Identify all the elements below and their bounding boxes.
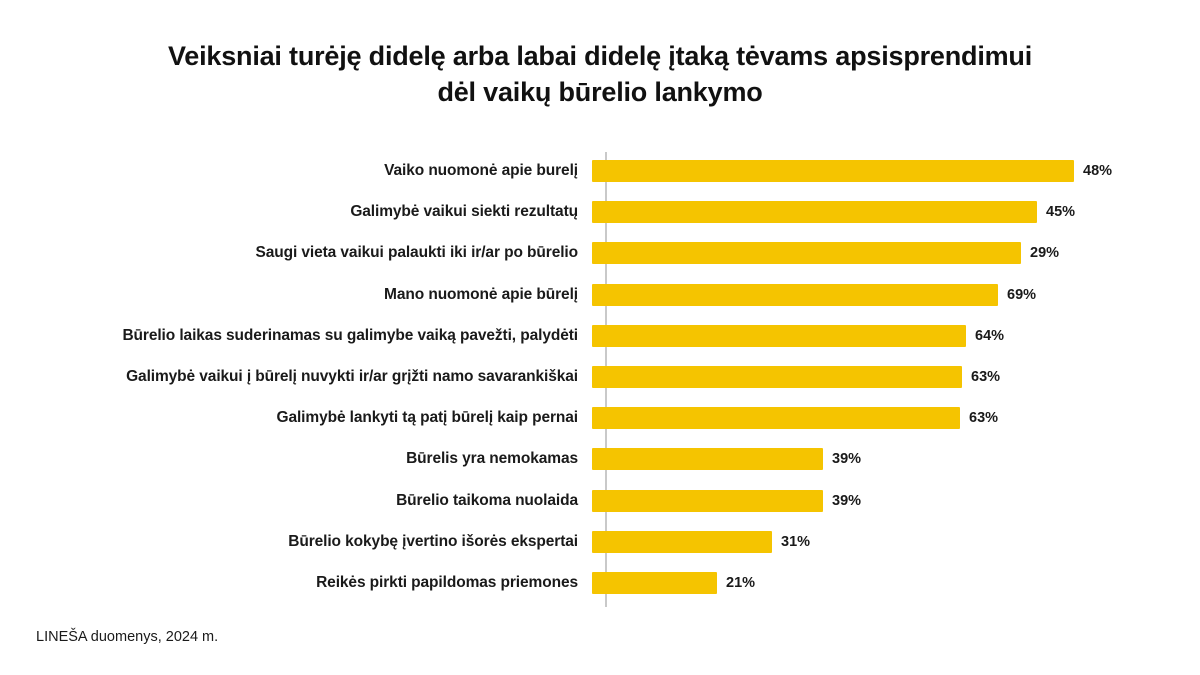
category-label: Galimybė vaikui į būrelį nuvykti ir/ar grįžti namo savarankiškai xyxy=(126,367,578,385)
bar-value-label: 64% xyxy=(975,327,1005,344)
bar-zone xyxy=(592,234,1200,272)
bar-zone xyxy=(592,276,1200,314)
table-row xyxy=(0,276,1200,314)
bar-value-label: 63% xyxy=(969,410,999,427)
bar-value-label: 63% xyxy=(971,368,1001,385)
table-row xyxy=(0,152,1200,190)
bar-zone xyxy=(592,482,1200,520)
category-label: Reikės pirkti papildomas priemones xyxy=(316,573,578,591)
bar xyxy=(592,407,960,429)
bar xyxy=(592,201,1037,223)
bar-value-label: 39% xyxy=(832,492,862,509)
plot-area xyxy=(0,152,1200,612)
bar-zone xyxy=(592,358,1200,396)
table-row xyxy=(0,523,1200,561)
category-label: Būrelio laikas suderinamas su galimybe vaiką pavežti, palydėti xyxy=(122,326,578,344)
table-row xyxy=(0,317,1200,355)
category-label: Saugi vieta vaikui palaukti iki ir/ar po būrelio xyxy=(255,244,578,262)
bar-value-label: 48% xyxy=(1083,163,1113,179)
page-title: Veiksniai turėję didelę arba labai didelę įtaką tėvams apsisprendimui dėl vaikų būrelio lankymo xyxy=(167,41,1033,108)
bar xyxy=(592,160,1074,182)
table-row xyxy=(0,193,1200,231)
table-row xyxy=(0,358,1200,396)
category-label: Galimybė lankyti tą patį būrelį kaip pernai xyxy=(276,409,578,427)
bar-zone xyxy=(592,317,1200,355)
bar-value-label: 31% xyxy=(781,533,811,550)
bar-value-label: 45% xyxy=(1046,204,1076,221)
bar xyxy=(592,490,823,512)
category-label: Būrelio taikoma nuolaida xyxy=(396,491,578,509)
category-label: Būrelis yra nemokamas xyxy=(406,450,578,468)
bar-zone xyxy=(592,564,1200,602)
bar xyxy=(592,284,998,306)
bar xyxy=(592,325,966,347)
bar xyxy=(592,531,772,553)
table-row xyxy=(0,564,1200,602)
bar-zone xyxy=(592,399,1200,437)
bar-zone xyxy=(592,523,1200,561)
bar xyxy=(592,366,962,388)
bar xyxy=(592,448,823,470)
category-label: Būrelio kokybę įvertino išorės ekspertai xyxy=(288,532,578,550)
category-label: Vaiko nuomonė apie burelį xyxy=(384,162,578,179)
category-label: Mano nuomonė apie būrelį xyxy=(384,285,578,303)
source-note: LINEŠA duomenys, 2024 m. xyxy=(36,629,219,645)
table-row xyxy=(0,440,1200,478)
category-label: Galimybė vaikui siekti rezultatų xyxy=(350,203,578,221)
bar-value-label: 39% xyxy=(832,451,862,468)
bar-zone xyxy=(592,440,1200,478)
table-row xyxy=(0,399,1200,437)
bar-value-label: 69% xyxy=(1007,286,1037,303)
table-row xyxy=(0,234,1200,272)
bar xyxy=(592,572,717,594)
bar xyxy=(592,242,1021,264)
bar-zone xyxy=(592,152,1200,190)
bar-zone xyxy=(592,193,1200,231)
bar-value-label: 21% xyxy=(726,574,756,591)
bar-value-label: 29% xyxy=(1030,245,1060,262)
table-row xyxy=(0,482,1200,520)
bar-rows xyxy=(0,152,1200,605)
